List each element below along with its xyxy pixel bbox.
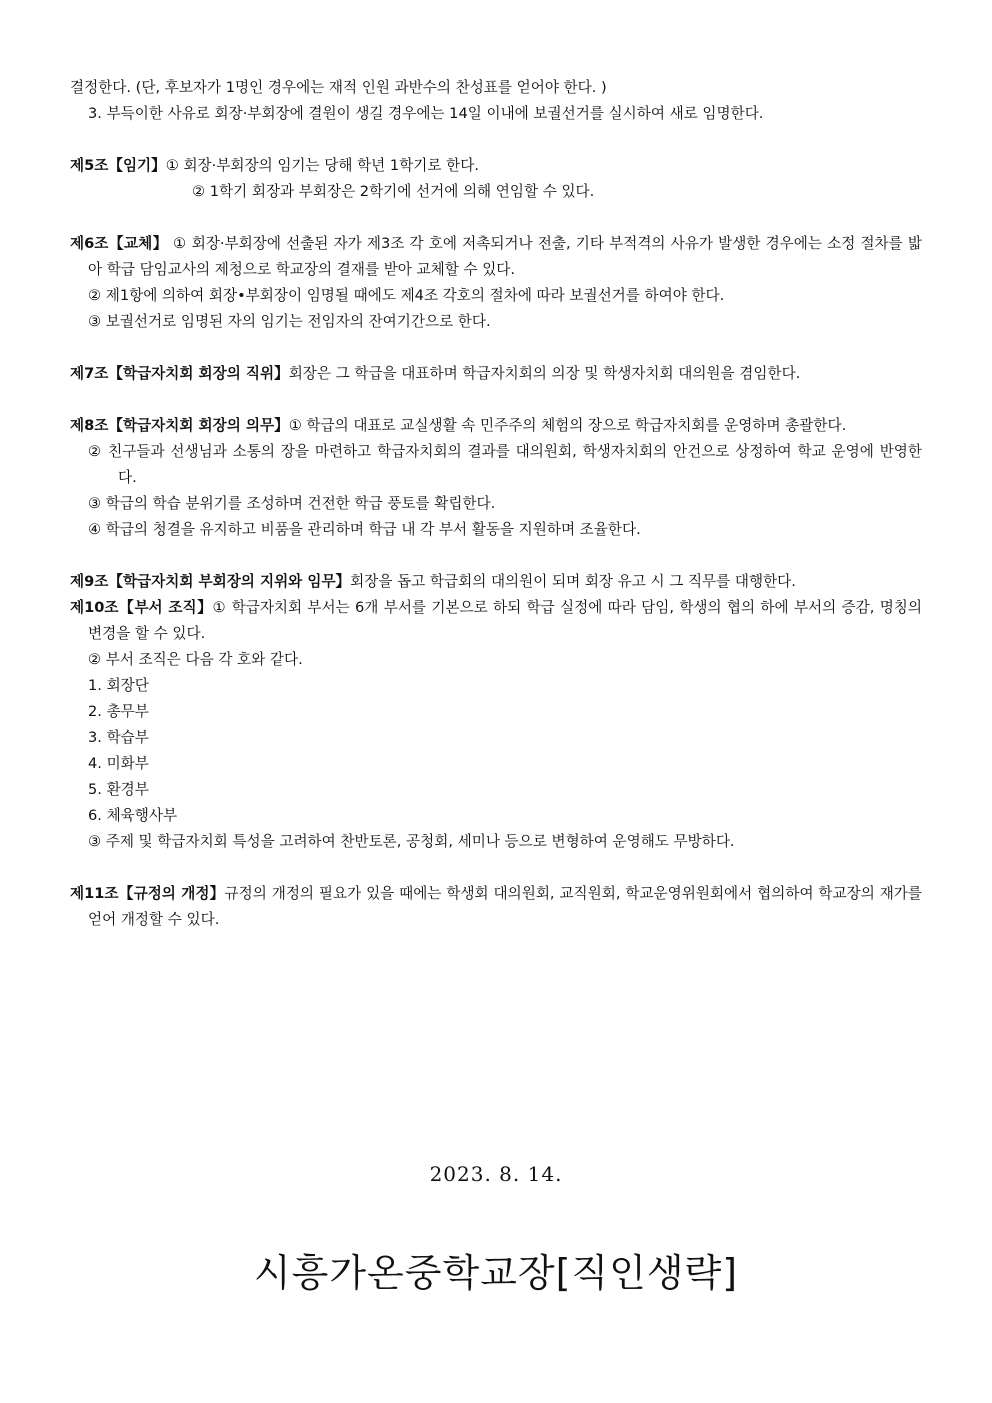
article-7 [70,361,922,387]
regulation-body [70,75,922,933]
article-7-body: 회장은 그 학급을 대표하며 학급자치회의 의장 및 학생자치회 대의원을 겸임한다. [288,365,801,382]
article-5 [70,153,922,205]
article-5-item-1: ① 회장·부회장의 임기는 당해 학년 1학기로 한다. [165,157,479,174]
clause-3: 3. 부득이한 사유로 회장·부회장에 결원이 생길 경우에는 14일 이내에 보궐선거를 실시하여 새로 임명한다. [88,105,764,122]
dept-list-item: 5. 환경부 [88,781,149,798]
article-8-item-2: ② 친구들과 선생님과 소통의 장을 마련하고 학급자치회의 결과를 대의원회, 학생자치회의 안건으로 상정하여 학교 운영에 반영한다. [88,443,922,486]
article-11-body: 규정의 개정의 필요가 있을 때에는 학생회 대의원회, 교직원회, 학교운영위원회에서 협의하여 학교장의 재가를 얻어 개정할 수 있다. [88,885,923,928]
article-10 [70,595,922,855]
article-8-item-1: ① 학급의 대표로 교실생활 속 민주주의 체험의 장으로 학급자치회를 운영하며 총괄한다. [288,417,847,434]
article-8 [70,413,922,543]
article-11 [70,881,922,933]
dept-list-item: 3. 학습부 [88,729,149,746]
dept-list-item: 4. 미화부 [88,755,149,772]
principal-signature: 시흥가온중학교장[직인생략] [253,1251,739,1295]
article-10-item-3: ③ 주제 및 학급자치회 특성을 고려하여 찬반토론, 공청회, 세미나 등으로 변형하여 운영해도 무방하다. [88,833,735,850]
article-6-item-3: ③ 보궐선거로 임명된 자의 임기는 전임자의 잔여기간으로 한다. [88,313,491,330]
article-7-title: 제7조【학급자치회 회장의 직위】 [70,365,289,382]
article-8-title: 제8조【학급자치회 회장의 의무】 [70,417,289,434]
article-6-title: 제6조【교체】 [70,235,168,252]
article-5-item-2: ② 1학기 회장과 부회장은 2학기에 선거에 의해 연임할 수 있다. [192,183,595,200]
continued-line: 결정한다. (단, 후보자가 1명인 경우에는 재적 인원 과반수의 찬성표를 얻어야 한다. ) [70,79,607,96]
article-9 [70,569,922,595]
article-10-title: 제10조【부서 조직】 [70,599,213,616]
article-6-item-1: ① 회장·부회장에 선출된 자가 제3조 각 호에 저촉되거나 전출, 기타 부적격의 사유가 발생한 경우에는 소정 절차를 밟아 학급 담임교사의 제청으로 학교장의 결재를 받아 교체할 수 있다. [88,235,923,278]
article-6-item-2: ② 제1항에 의하여 회장•부회장이 임명될 때에도 제4조 각호의 절차에 따라 보궐선거를 하여야 한다. [88,287,725,304]
dept-list-item: 2. 총무부 [88,703,149,720]
article-5-title: 제5조【임기】 [70,157,166,174]
article-9-title: 제9조【학급자치회 부회장의 지위와 임무】 [70,573,351,590]
article-8-item-4: ④ 학급의 청결을 유지하고 비품을 관리하며 학급 내 각 부서 활동을 지원하며 조율한다. [88,521,641,538]
article-11-title: 제11조【규정의 개정】 [70,885,225,902]
article-10-item-1: ① 학급자치회 부서는 6개 부서를 기본으로 하되 학급 실정에 따라 담임, 학생의 협의 하에 부서의 증감, 명칭의 변경을 할 수 있다. [88,599,922,642]
article-9-body: 회장을 돕고 학급회의 대의원이 되며 회장 유고 시 그 직무를 대행한다. [350,573,796,590]
dept-list-item: 1. 회장단 [88,677,149,694]
dept-list-item: 6. 체육행사부 [88,807,178,824]
article-6 [70,231,922,335]
article-8-item-3: ③ 학급의 학습 분위기를 조성하며 건전한 학급 풍토를 확립한다. [88,495,496,512]
document-date: 2023. 8. 14. [429,1162,563,1186]
article-10-item-2: ② 부서 조직은 다음 각 호와 같다. [88,651,303,668]
